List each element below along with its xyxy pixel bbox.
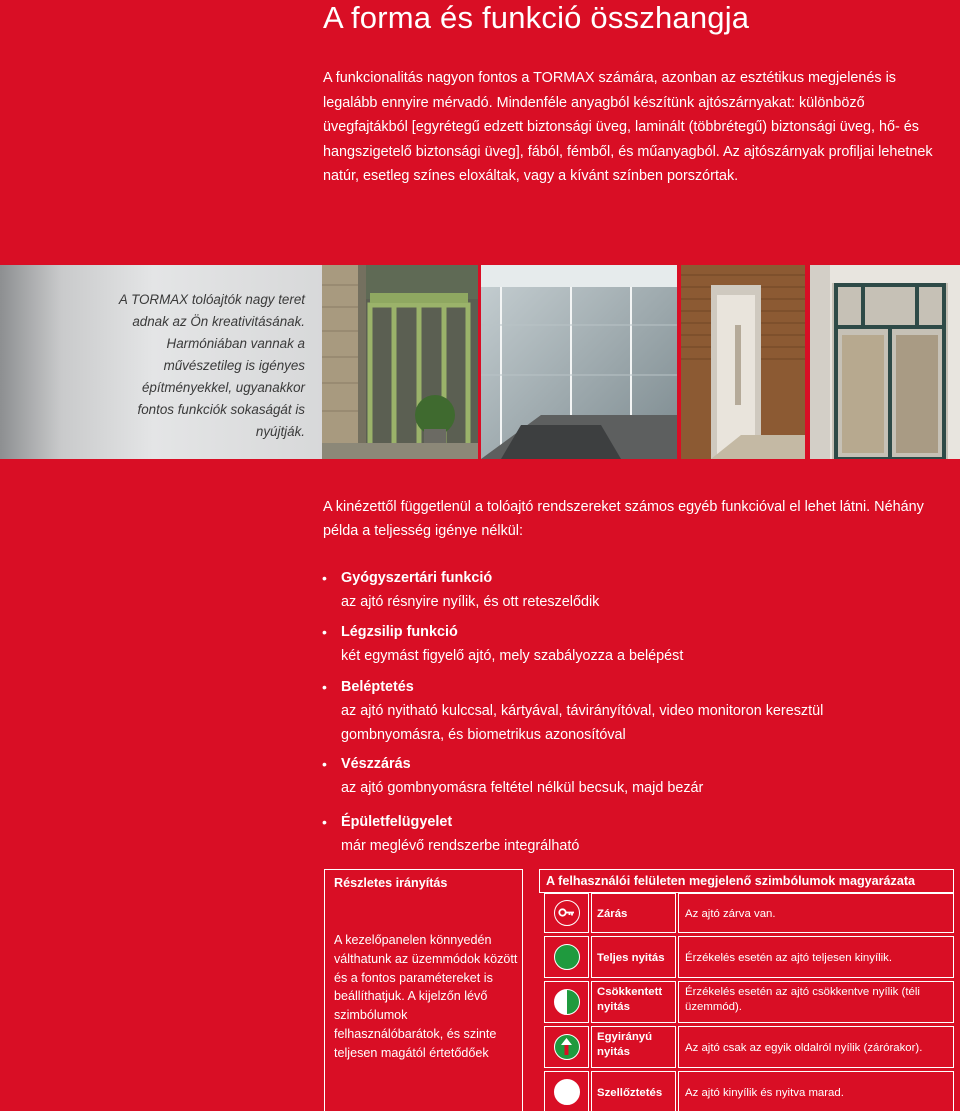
symbol-name: Teljes nyitás: [591, 936, 676, 978]
feature-desc: az ajtó gombnyomásra feltétel nélkül becsuk, majd bezár: [341, 780, 704, 796]
symbol-legend-table: [539, 869, 954, 1111]
ventilation-icon: [554, 1079, 580, 1105]
symbol-desc: Az ajtó csak az egyik oldalról nyílik (zárórakor).: [678, 1026, 954, 1068]
symbol-legend-header: A felhasználói felületen megjelenő szimbólumok magyarázata: [539, 869, 954, 893]
feature-desc: az ajtó résnyire nyílik, és ott reteszelődik: [341, 594, 600, 610]
caption-panel: [0, 265, 340, 459]
list-item: [322, 620, 942, 675]
symbol-icon-cell: [544, 893, 589, 933]
symbol-desc: Érzékelés esetén az ajtó teljesen kinyílik.: [678, 936, 954, 978]
feature-desc: már meglévő rendszerbe integrálható: [341, 838, 580, 854]
photo-glass-doors: [481, 265, 677, 459]
photo-wood-facade: [681, 265, 805, 459]
list-item: [322, 810, 942, 860]
symbol-desc: Az ajtó kinyílik és nyitva marad.: [678, 1071, 954, 1111]
feature-title: Beléptetés: [341, 679, 414, 695]
feature-title: Vészzárás: [341, 756, 411, 772]
feature-list: [322, 566, 942, 860]
symbol-icon-cell: [544, 1071, 589, 1111]
photo-interior-door: [810, 265, 960, 459]
list-item: [322, 752, 942, 810]
symbol-name: Csökkentett nyitás: [591, 981, 676, 1023]
bullet-icon: •: [322, 756, 327, 772]
functions-lead: A kinézettől függetlenül a tolóajtó rendszereket számos egyéb funkcióval el lehet látni. Néhány példa a teljesség igénye nélkül:: [323, 499, 924, 539]
symbol-icon-cell: [544, 936, 589, 978]
page-title: A forma és funkció összhangja: [323, 0, 750, 35]
detail-text: A kezelőpanelen könnyedén válthatunk az üzemmódok között és a fontos paramétereket is beállíthatjuk. A kijelzőn lévő szimbólumok felhasználóbarátok, és szinte teljesen magától értetődőek: [334, 933, 518, 1060]
list-item: [322, 566, 942, 620]
detail-title: Részletes irányítás: [334, 876, 448, 890]
feature-title: Légzsilip funkció: [341, 624, 458, 640]
full-open-icon: [554, 944, 580, 970]
symbol-name: Egyirányú nyitás: [591, 1026, 676, 1068]
bullet-icon: •: [322, 570, 327, 586]
key-lock-icon: [554, 900, 580, 926]
feature-desc: két egymást figyelő ajtó, mely szabályozza a belépést: [341, 648, 684, 664]
symbol-icon-cell: [544, 981, 589, 1023]
one-way-open-icon: [554, 1034, 580, 1060]
symbol-icon-cell: [544, 1026, 589, 1068]
photo-caption: A TORMAX tolóajtók nagy teret adnak az Ön kreativitásának. Harmóniában vannak a művészetileg is igényes építményekkel, ugyanakkor fontos funkciók sokaságát is nyújtják.: [118, 292, 305, 439]
bullet-icon: •: [322, 814, 327, 830]
bullet-icon: •: [322, 679, 327, 695]
feature-desc: az ajtó nyitható kulccsal, kártyával, távirányítóval, video monitoron keresztül gombnyomásra, és biometrikus azonosítóval: [341, 703, 824, 743]
intro-paragraph: A funkcionalitás nagyon fontos a TORMAX számára, azonban az esztétikus megjelenés is legalább ennyire mérvadó. Mindenféle anyagból készítünk ajtószárnyakat: különböző üvegfajtákból [egyrétegű edzett biztonsági üveg, laminált (többrétegű) biztonsági üveg, hő- és hangszigetelő biztonsági üveg], fából, fémből, és műanyagból. Az ajtószárnyak profiljai lehetnek natúr, esetleg színes eloxáltak, vagy a kívánt színben porszórtak.: [323, 70, 933, 184]
list-item: [322, 675, 942, 752]
photo-band: [0, 265, 960, 459]
feature-title: Gyógyszertári funkció: [341, 570, 493, 586]
symbol-desc: Az ajtó zárva van.: [678, 893, 954, 933]
symbol-name: Szellőztetés: [591, 1071, 676, 1111]
symbol-name: Zárás: [591, 893, 676, 933]
feature-title: Épületfelügyelet: [341, 814, 453, 830]
symbol-desc: Érzékelés esetén az ajtó csökkentve nyílik (téli üzemmód).: [678, 981, 954, 1023]
detail-control-box: [324, 869, 523, 1111]
reduced-open-icon: [554, 989, 580, 1015]
photo-green-doors: [322, 265, 478, 459]
bullet-icon: •: [322, 624, 327, 640]
